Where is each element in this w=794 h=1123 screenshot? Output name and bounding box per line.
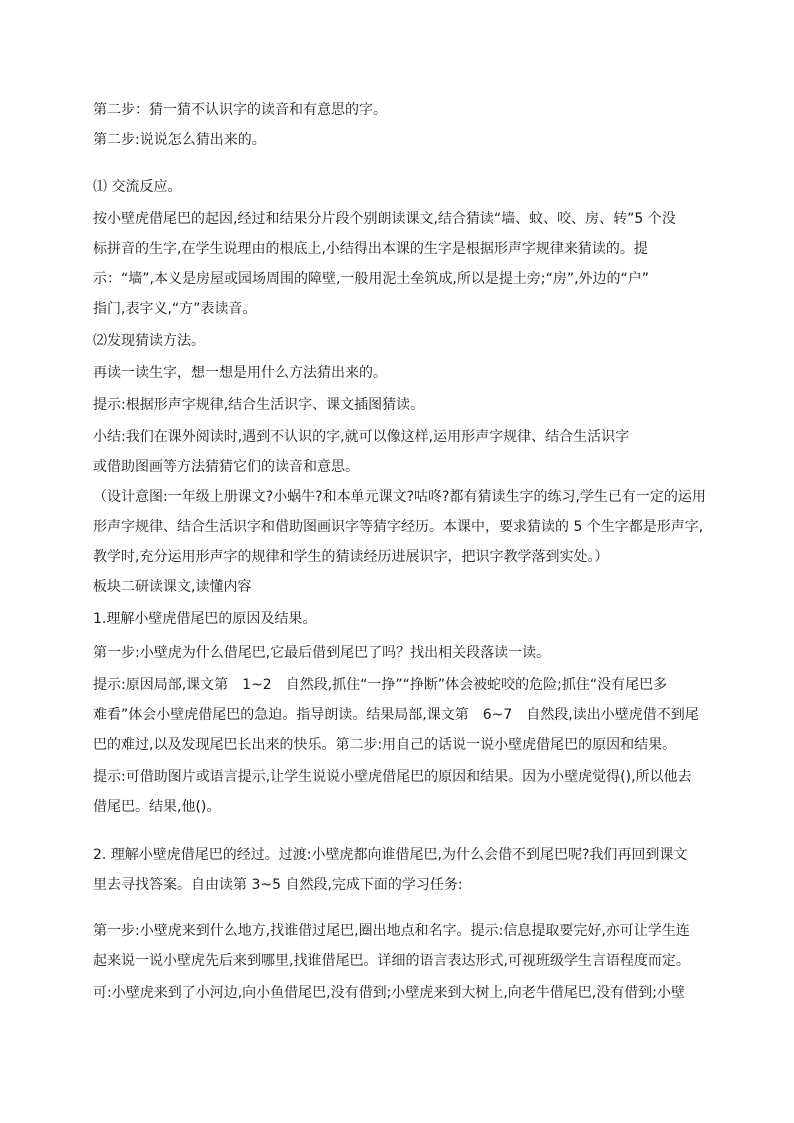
text-line: 再读一读生字，想一想是用什么方法猜出来的。 [93,365,387,381]
text-line: ⑵发现猜读方法。 [93,333,205,349]
text-line: 小结:我们在课外阅读时,遇到不认识的字,就可以像这样,运用形声字规律、结合生活识字 [93,429,630,445]
text-line: 形声字规律、结合生活识字和借助图画识字等猜字经历。本课中，要求猜读的 5 个生字都是形声字, [93,519,704,535]
text-line: 第一步:小壁虎来到什么地方,找谁借过尾巴,圈出地点和名字。提示:信息提取要完好,亦可让学生连 [93,923,690,939]
text-line: 2. 理解小壁虎借尾巴的经过。过渡:小壁虎都向谁借尾巴,为什么会借不到尾巴呢?我们再回到课文 [93,847,688,863]
text-line: 或借助图画等方法猜猜它们的读音和意思。 [93,459,359,475]
text-line: 巴的难过,以及发现尾巴长出来的快乐。第二步:用自己的话说一说小壁虎借尾巴的原因和结果。 [93,737,677,753]
text-line: 指门,表字义,“方”表读音。 [93,301,257,317]
text-line: 第二步：猜一猜不认识字的读音和有意思的字。 [93,102,387,118]
text-line: 第一步:小壁虎为什么借尾巴,它最后借到尾巴了吗？找出相关段落读一读。 [93,645,551,661]
text-line: 示：“墙”,本义是房屋或园场周围的障壁,一般用泥土垒筑成,所以是提土旁;“房”,外边的“户” [93,271,650,287]
text-line: ⑴ 交流反应。 [93,179,182,195]
text-line: 第二步:说说怎么猜出来的。 [93,132,266,148]
text-line: （设计意图:一年级上册课文?小蜗牛?和本单元课文?咕咚?都有猜读生字的练习,学生已有一定的运用 [93,489,706,505]
text-line: 提示:根据形声字规律,结合生活识字、课文插图猜读。 [93,397,425,413]
section-heading: 板块二研读课文,读懂内容 [93,579,252,595]
text-line: 里去寻找答案。自由读第 3~5 自然段,完成下面的学习任务: [93,877,463,893]
text-line: 可:小壁虎来到了小河边,向小鱼借尾巴,没有借到;小壁虎来到大树上,向老牛借尾巴,没有借到;小壁 [93,985,685,1001]
text-line: 提示:可借助图片或语言提示,让学生说说小壁虎借尾巴的原因和结果。因为小壁虎觉得(),所以他去 [93,769,692,785]
text-line: 按小壁虎借尾巴的起因,经过和结果分片段个别朗读课文,结合猜读“墙、蚊、咬、房、转”5 个没 [93,211,676,227]
text-line: 借尾巴。结果,他()。 [93,799,221,815]
text-line: 1.理解小壁虎借尾巴的原因及结果。 [93,611,317,627]
text-line: 标拼音的生字,在学生说理由的根底上,小结得出本课的生字是根据形声字规律来猜读的。提 [93,241,648,257]
text-line: 提示:原因局部,课文第 1~2 自然段,抓住“一挣”“挣断”体会被蛇咬的危险;抓住“没有尾巴多 [93,677,668,693]
text-line: 难看”体会小壁虎借尾巴的急迫。指导朗读。结果局部,课文第 6~7 自然段,读出小壁虎借不到尾 [93,707,699,723]
text-line: 起来说一说小壁虎先后来到哪里,找谁借尾巴。详细的语言表达形式,可视班级学生言语程度而定。 [93,953,690,969]
text-line: 教学时,充分运用形声字的规律和学生的猜读经历进展识字，把识字教学落到实处。） [93,549,609,565]
